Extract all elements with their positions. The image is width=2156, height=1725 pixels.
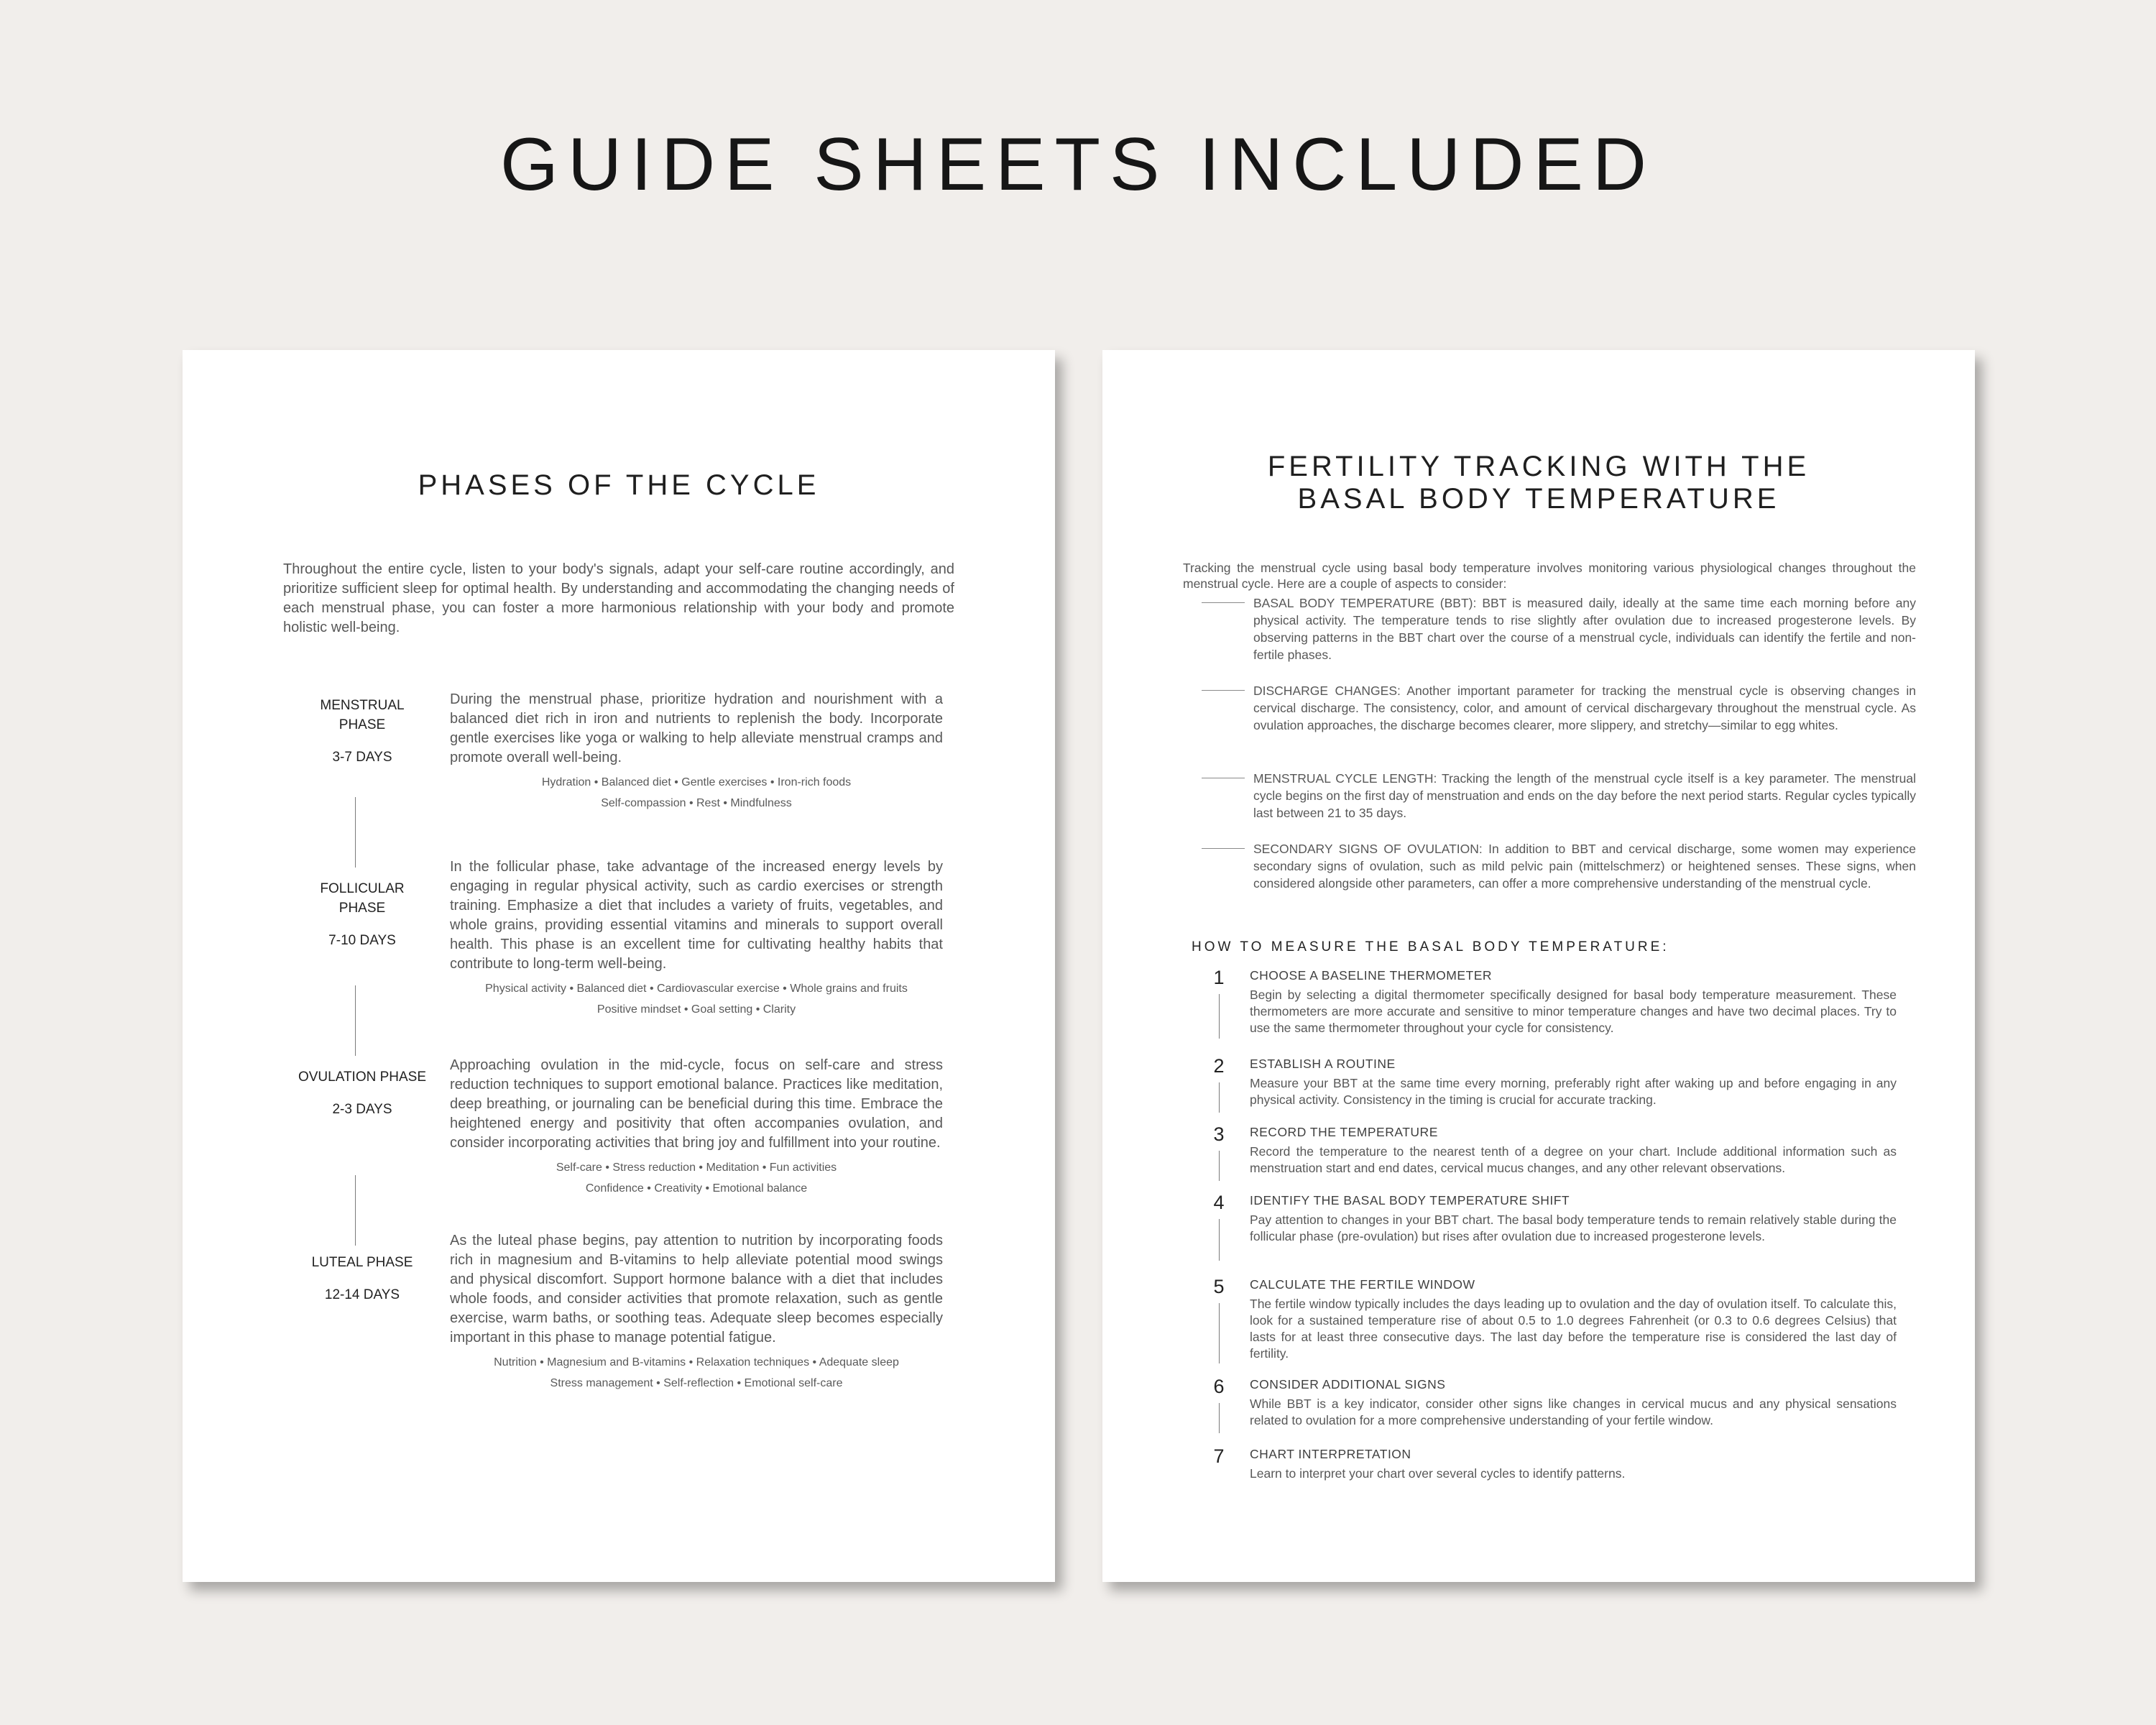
step-number: 6 [1213,1376,1225,1397]
timeline-connector [355,797,356,868]
step-text: While BBT is a key indicator, consider other signs like changes in cervical mucus and any physical sensations related to ovulation for a more comprehensive understanding of your fertile window. [1250,1397,1897,1427]
step-number: 2 [1213,1055,1225,1077]
phase-paragraph: During the menstrual phase, prioritize hydration and nourishment with a balanced diet rich in iron and nutrients to replenish the body. Incorporate gentle exercises like yoga or walking to help alleviate menstrual cramps and promote overall well-being. [450,691,943,765]
keywords-line: Self-care • Stress reduction • Meditation • Fun activities [556,1162,837,1174]
aspect-text: DISCHARGE CHANGES: Another important parameter for tracking the menstrual cycle is observing changes in cervical discharge. The consistency, color, and amount of cervical dischargevary throughout the menstrual cycle. As ovulation approaches, the discharge becomes clearer, more slippery, and stretchy—similar to egg whites. [1253,684,1916,732]
intro-paragraph: Throughout the entire cycle, listen to your body's signals, adapt your self-care routine accordingly, and prioritize sufficient sleep for optimal health. By understanding and accommodating the changing needs of each menstrual phase, you can foster a more harmonious relationship with your body and promote holistic well-being. [283,561,954,635]
phase-days: 12-14 DAYS [324,1287,400,1302]
phase-label [298,879,427,950]
fertility-tracking-sheet [1102,350,1975,1582]
step-divider [1219,1151,1220,1181]
phase-days: 7-10 DAYS [328,933,396,948]
step-divider [1219,1082,1220,1113]
step-divider [1219,1403,1220,1433]
aspect-dash [1202,848,1245,849]
keywords-line: Self-compassion • Rest • Mindfulness [601,797,792,809]
phase-description [450,857,1055,1020]
timeline-connector [355,985,356,1056]
banner-title: GUIDE SHEETS INCLUDED [500,123,1656,206]
phase-paragraph: Approaching ovulation in the mid-cycle, focus on self-care and stress reduction techniques to support emotional balance. Practices like meditation, deep breathing, or journaling can be beneficial during this time. Embrace the heightened energy and positivity that often accompanies ovulation, and consider incorporating activities that bring joy and fulfillment into your routine. [450,1057,943,1151]
step-title: CONSIDER ADDITIONAL SIGNS [1250,1377,1446,1392]
step-number: 5 [1213,1276,1225,1297]
aspect-dash [1202,690,1245,691]
phase-keywords [450,978,943,1020]
keywords-line: Stress management • Self-reflection • Emotional self-care [550,1377,843,1389]
step-title: RECORD THE TEMPERATURE [1250,1125,1438,1139]
sheet-title: PHASES OF THE CYCLE [418,469,820,501]
phase-name: FOLLICULAR PHASE [320,881,405,916]
phase-days: 2-3 DAYS [332,1102,392,1117]
step-number: 3 [1213,1123,1225,1145]
aspect-text: SECONDARY SIGNS OF OVULATION: In addition to BBT and cervical discharge, some women may experience secondary signs of ovulation, such as mild pelvic pain (mittelschmerz) or heightened senses. These signs, when considered alongside other parameters, can offer a more comprehensive understanding of the menstrual cycle. [1253,842,1916,891]
keywords-line: Physical activity • Balanced diet • Cardiovascular exercise • Whole grains and fruits [485,983,908,995]
phase-keywords [450,1352,943,1394]
intro-paragraph: Tracking the menstrual cycle using basal body temperature involves monitoring various physiological changes throughout the menstrual cycle. Here are a couple of aspects to consider: [1183,560,1916,591]
step-title: IDENTIFY THE BASAL BODY TEMPERATURE SHIFT [1250,1193,1570,1208]
phase-days: 3-7 DAYS [332,750,392,765]
step-text: The fertile window typically includes the days leading up to ovulation and the day of ovulation itself. To calculate this, look for a sustained temperature rise of about 0.5 to 1.0 degrees Fahrenheit (or 0.3 to 0.6 degrees Celsius) that lasts for at least three consecutive days. The last day before the temperature rise is considered the last day of fertility. [1250,1297,1897,1361]
timeline-connector [355,1175,356,1246]
step-text: Measure your BBT at the same time every morning, preferably right after waking up and before engaging in any physical activity. Consistency in the timing is crucial for accurate tracking. [1250,1076,1897,1107]
aspect-dash [1202,602,1245,603]
keywords-line: Hydration • Balanced diet • Gentle exercises • Iron-rich foods [541,776,852,788]
phase-description [450,690,1055,814]
phase-name: OVULATION PHASE [298,1070,427,1085]
step-divider [1219,994,1220,1039]
aspect-text: BASAL BODY TEMPERATURE (BBT): BBT is measured daily, ideally at the same time each morning before any physical activity. The temperature tends to rise slightly after ovulation due to increased progesterone levels. By observing patterns in the BBT chart over the course of a menstrual cycle, individuals can identify the fertile and non-fertile phases. [1253,596,1916,662]
title-line: BASAL BODY TEMPERATURE [1297,483,1780,515]
title-line: FERTILITY TRACKING WITH THE [1267,451,1810,482]
step-text: Record the temperature to the nearest tenth of a degree on your chart. Include additional information such as menstruation start and end dates, cervical mucus changes, and any other relevant observations. [1250,1144,1897,1175]
phase-description [450,1231,1055,1394]
phase-paragraph: In the follicular phase, take advantage of the increased energy levels by engaging in regular physical activity, such as cardio exercises or strength training. Emphasize a diet that includes a variety of fruits, vegetables, and whole grains, providing essential vitamins and minerals to support overall health. This phase is an excellent time for cultivating healthy habits that contribute to long-term well-being. [450,859,943,972]
keywords-line: Nutrition • Magnesium and B-vitamins • Relaxation techniques • Adequate sleep [494,1356,899,1368]
step-text: Learn to interpret your chart over several cycles to identify patterns. [1250,1466,1626,1481]
step-text: Pay attention to changes in your BBT chart. The basal body temperature tends to remain relatively stable during the follicular phase (pre-ovulation) but rises after ovulation due to increased progesterone levels. [1250,1213,1897,1243]
phase-paragraph: As the luteal phase begins, pay attention to nutrition by incorporating foods rich in magnesium and B-vitamins to help alleviate potential mood swings and physical discomfort. Support hormone balance with a diet that includes whole foods, and consider activities that promote relaxation, such as gentle exercise, warm baths, or soothing teas. Adequate sleep becomes especially important in this phase to manage potential fatigue. [450,1233,943,1346]
phase-keywords [450,772,943,814]
step-number: 4 [1213,1192,1225,1213]
phase-name: LUTEAL PHASE [311,1255,413,1270]
phase-description [450,1056,1055,1199]
phase-keywords [450,1157,943,1199]
phase-label [298,696,427,767]
aspect-text: MENSTRUAL CYCLE LENGTH: Tracking the length of the menstrual cycle itself is a key parameter. The menstrual cycle begins on the first day of menstruation and ends on the day before the next period starts. Regular cycles typically last between 21 to 35 days. [1253,771,1916,820]
step-title: CALCULATE THE FERTILE WINDOW [1250,1277,1475,1292]
phase-label [298,1253,427,1305]
phase-name: MENSTRUAL PHASE [320,698,405,732]
step-title: CHOOSE A BASELINE THERMOMETER [1250,968,1493,983]
step-divider [1219,1219,1220,1261]
sheet-title [1102,451,1975,515]
step-divider [1219,1303,1220,1363]
step-text: Begin by selecting a digital thermometer specifically designed for basal body temperature measurement. These thermometers are more accurate and sensitive to minor temperature changes and have two decimal places. Try to use the same thermometer throughout your cycle for consistency. [1250,988,1897,1035]
keywords-line: Confidence • Creativity • Emotional balance [585,1182,808,1195]
step-title: CHART INTERPRETATION [1250,1447,1411,1461]
howto-heading: HOW TO MEASURE THE BASAL BODY TEMPERATURE: [1192,939,1669,954]
step-title: ESTABLISH A ROUTINE [1250,1057,1396,1071]
step-number: 7 [1213,1445,1225,1467]
step-number: 1 [1213,967,1225,988]
phase-label [298,1067,427,1119]
phases-guide-sheet [183,350,1055,1582]
keywords-line: Positive mindset • Goal setting • Clarity [596,1003,796,1016]
